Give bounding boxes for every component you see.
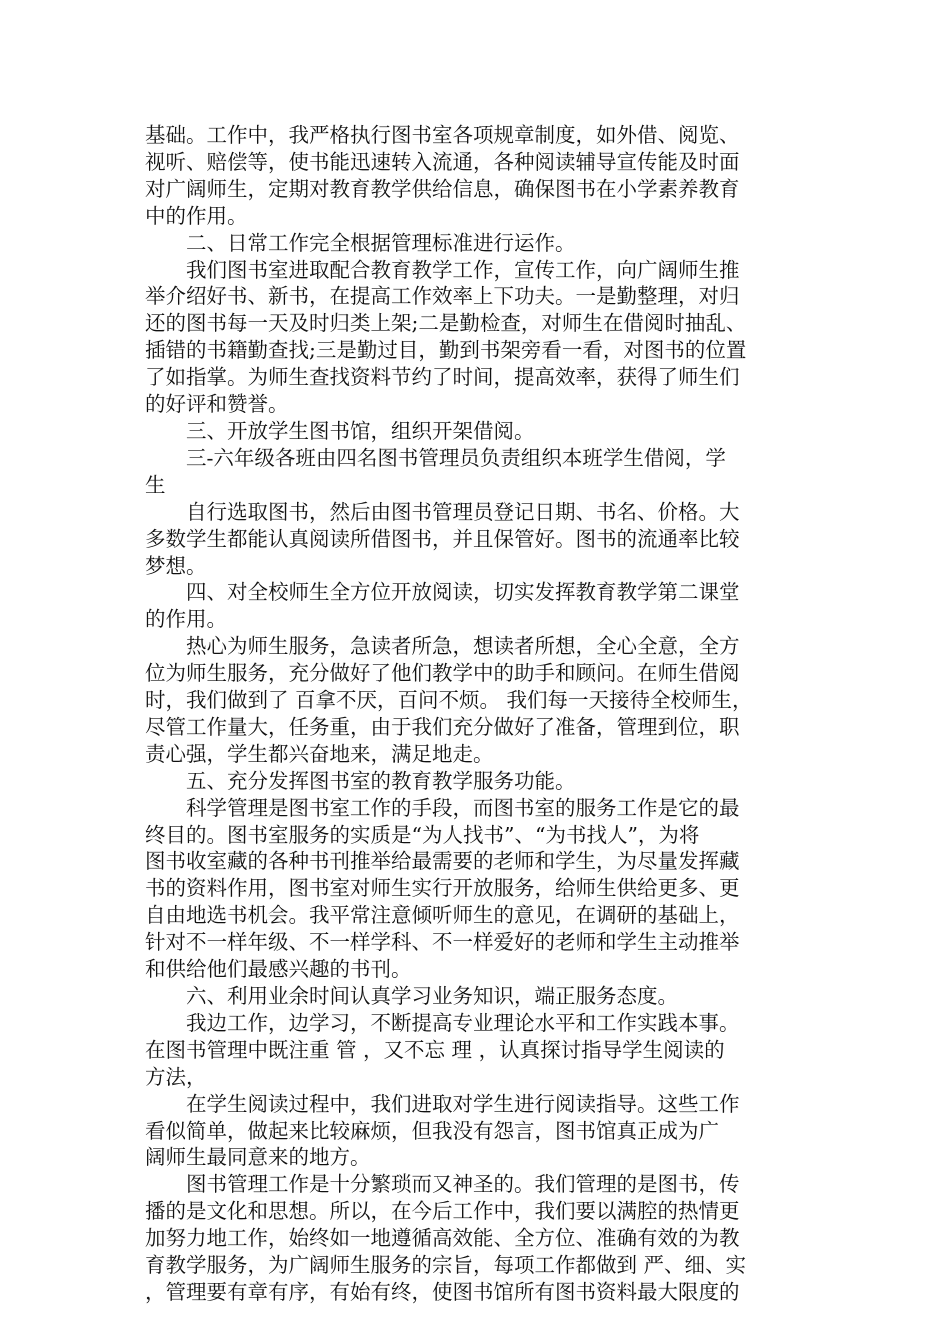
text-line: 图书收室藏的各种书刊推举给最需要的老师和学生，为尽量发挥藏 (145, 849, 740, 874)
text-line: 责心强，学生都兴奋地来，满足地走。 (145, 741, 494, 766)
text-line: 尽管工作量大，任务重，由于我们充分做好了准备，管理到位，职 (145, 714, 740, 739)
text-line: 看似简单，做起来比较麻烦，但我没有怨言，图书馆真正成为广 (145, 1118, 719, 1143)
text-line: 的作用。 (145, 607, 227, 632)
text-line: 三-六年级各班由四名图书管理员负责组织本班学生借阅，学 (145, 445, 726, 470)
text-line: 自由地选书机会。我平常注意倾听师生的意见，在调研的基础上， (145, 903, 740, 928)
text-line: 终目的。图书室服务的实质是“为人找书”、“为书找人”，为将 (145, 822, 700, 847)
text-line: 育教学服务，为广阔师生服务的宗旨，每项工作都做到 严、细、实 (145, 1253, 747, 1278)
text-line: 自行选取图书，然后由图书管理员登记日期、书名、价格。大 (145, 499, 740, 524)
text-line: 播的是文化和思想。所以，在今后工作中，我们要以满腔的热情更 (145, 1199, 740, 1224)
text-line: 四、对全校师生全方位开放阅读，切实发挥教育教学第二课堂 (145, 580, 740, 605)
text-line: 举介绍好书、新书，在提高工作效率上下功夫。一是勤整理，对归 (145, 284, 740, 309)
text-line: 五、充分发挥图书室的教育教学服务功能。 (145, 768, 576, 793)
text-line: 了如指掌。为师生查找资料节约了时间，提高效率，获得了师生们 (145, 365, 740, 390)
text-line: 梦想。 (145, 553, 207, 578)
text-line: 三、开放学生图书馆，组织开架借阅。 (145, 418, 535, 443)
text-line: 在图书管理中既注重 管 ，又不忘 理 ，认真探讨指导学生阅读的 (145, 1037, 725, 1062)
text-line: 多数学生都能认真阅读所借图书，并且保管好。图书的流通率比较 (145, 526, 740, 551)
text-line: 视听、赔偿等，使书能迅速转入流通，各种阅读辅导宣传能及时面 (145, 149, 740, 174)
text-line: 科学管理是图书室工作的手段，而图书室的服务工作是它的最 (145, 795, 740, 820)
text-line: 和供给他们最感兴趣的书刊。 (145, 957, 412, 982)
text-line: 插错的书籍勤查找;三是勤过目，勤到书架旁看一看，对图书的位置 (145, 338, 747, 363)
text-line: 还的图书每一天及时归类上架;二是勤检查，对师生在借阅时抽乱、 (145, 311, 747, 336)
document-body (145, 122, 813, 1306)
text-line: 阔师生最同意来的地方。 (145, 1145, 371, 1170)
text-line: 针对不一样年级、不一样学科、不一样爱好的老师和学生主动推举 (145, 930, 740, 955)
text-line: 的好评和赞誉。 (145, 392, 289, 417)
text-line: ，管理要有章有序，有始有终，使图书馆所有图书资料最大限度的 (145, 1279, 740, 1304)
text-line: 我边工作，边学习，不断提高专业理论水平和工作实践本事。 (145, 1010, 740, 1035)
text-line: 二、日常工作完全根据管理标准进行运作。 (145, 230, 576, 255)
text-line: 热心为师生服务，急读者所急，想读者所想，全心全意，全方 (145, 634, 740, 659)
text-line: 生 (145, 472, 166, 497)
text-line: 加努力地工作，始终如一地遵循高效能、全方位、准确有效的为教 (145, 1226, 740, 1251)
text-line: 位为师生服务，充分做好了他们教学中的助手和顾问。在师生借阅 (145, 661, 740, 686)
text-line: 在学生阅读过程中，我们进取对学生进行阅读指导。这些工作 (145, 1091, 740, 1116)
text-line: 基础。工作中，我严格执行图书室各项规章制度，如外借、阅览、 (145, 123, 740, 147)
text-line: 图书管理工作是十分繁琐而又神圣的。我们管理的是图书，传 (145, 1172, 740, 1197)
text-line: 六、利用业余时间认真学习业务知识，端正服务态度。 (145, 984, 678, 1008)
text-line: 方法， (145, 1064, 207, 1089)
text-line: 书的资料作用，图书室对师生实行开放服务，给师生供给更多、更 (145, 876, 740, 901)
text-line: 我们图书室进取配合教育教学工作，宣传工作，向广阔师生推 (145, 257, 740, 282)
text-line: 中的作用。 (145, 203, 248, 228)
text-line: 对广阔师生，定期对教育教学供给信息，确保图书在小学素养教育 (145, 176, 740, 201)
text-line: 时，我们做到了 百拿不厌，百问不烦。 我们每一天接待全校师生， (145, 688, 753, 713)
